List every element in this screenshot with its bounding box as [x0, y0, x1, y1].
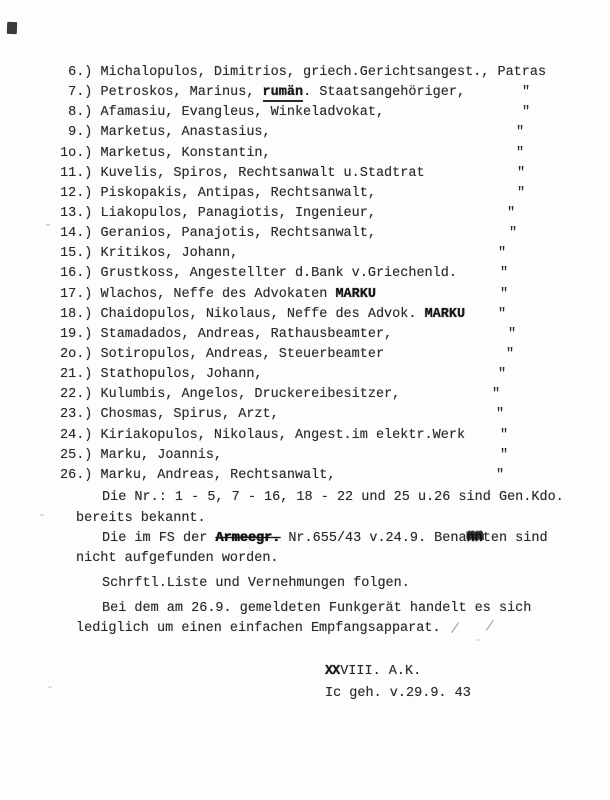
ditto-mark: "	[516, 125, 525, 141]
list-item-underlined-text: rumän	[262, 85, 304, 101]
list-item-text: 13.) Liakopulos, Panagiotis, Ingenieur,	[60, 205, 376, 221]
list-item-text: 8.) Afamasiu, Evangleus, Winkeladvokat,	[60, 105, 385, 121]
paragraph-schriftliche-liste: Schrftl.Liste und Vernehmungen folgen.	[102, 576, 410, 591]
handwritten-check-marks: / /	[448, 619, 504, 638]
list-item	[60, 224, 610, 244]
list-item-text: 7.) Petroskos, Marinus,	[60, 85, 263, 101]
list-item	[60, 244, 610, 264]
ditto-mark: "	[500, 286, 509, 302]
list-item-text: 14.) Geranios, Panajotis, Rechtsanwalt,	[60, 226, 376, 242]
list-item	[60, 144, 610, 164]
ditto-mark: "	[500, 427, 509, 443]
ditto-mark: "	[498, 306, 507, 322]
signature-date: Ic geh. v.29.9. 43	[325, 686, 471, 701]
ditto-mark: "	[517, 185, 526, 201]
ditto-mark: "	[516, 145, 525, 161]
paragraph-known-numbers-line1: Die Nr.: 1 - 5, 7 - 16, 18 - 22 und 25 u.26 sind Gen.Kdo.	[102, 490, 564, 505]
paragraph-text: ten sind	[482, 531, 548, 546]
signature-unit-overtyped: XX	[325, 664, 340, 679]
overtyped-word: Armeegr.	[215, 531, 281, 546]
signature-unit-text: VIII. A.K.	[340, 664, 422, 679]
scan-artifact-mark	[7, 22, 17, 34]
ditto-mark: "	[498, 246, 507, 262]
list-item-text: 9.) Marketus, Anastasius,	[60, 125, 271, 141]
ditto-mark: "	[500, 266, 509, 282]
list-item-text: 25.) Marku, Joannis,	[60, 447, 223, 463]
ditto-mark: "	[509, 226, 518, 242]
ditto-mark: "	[522, 85, 531, 101]
list-item	[60, 325, 610, 345]
list-item-text: 24.) Kiriakopulos, Nikolaus, Angest.im elektr.Werk	[60, 427, 466, 443]
ditto-mark: "	[507, 205, 516, 221]
list-item-text: 2o.) Sotiropulos, Andreas, Steuerbeamter	[60, 346, 385, 362]
ditto-mark: "	[522, 105, 531, 121]
list-item-text: 1o.) Marketus, Konstantin,	[60, 145, 271, 161]
list-item	[60, 103, 610, 123]
paragraph-funkgeraet-line2	[76, 618, 502, 639]
list-item	[60, 285, 610, 305]
paragraph-text: Nr.655/43 v.24.9. Bena	[280, 531, 467, 546]
list-item-text: 26.) Marku, Andreas, Rechtsanwalt,	[60, 467, 336, 483]
list-item-text: 6.) Michalopulos, Dimitrios, griech.Gerichtsangest., Patras	[60, 65, 547, 80]
list-item-text: 12.) Piskopakis, Antipas, Rechtsanwalt,	[60, 185, 376, 201]
list-item-text: 23.) Chosmas, Spirus, Arzt,	[60, 407, 279, 423]
list-item-text: 22.) Kulumbis, Angelos, Druckereibesitzer,	[60, 387, 401, 403]
list-item-text: 21.) Stathopulos, Johann,	[60, 367, 263, 383]
list-item	[60, 184, 610, 204]
signature-unit	[325, 661, 421, 682]
ditto-mark: "	[496, 407, 505, 423]
list-item	[60, 83, 610, 103]
list-item	[60, 123, 610, 143]
paragraph-known-numbers-line2: bereits bekannt.	[76, 511, 206, 526]
list-item-text: 11.) Kuvelis, Spiros, Rechtsanwalt u.Stadtrat	[60, 165, 425, 181]
list-item-text: 16.) Grustkoss, Angestellter d.Bank v.Griechenld.	[60, 266, 457, 282]
ditto-mark: "	[500, 447, 509, 463]
list-item	[60, 204, 610, 224]
list-item-text: 18.) Chaidopulos, Nikolaus, Neffe des Advok.	[60, 306, 425, 322]
ditto-mark: "	[508, 326, 517, 342]
list-item	[60, 426, 610, 446]
ditto-mark: "	[492, 387, 501, 403]
list-item-text: 19.) Stamadados, Andreas, Rathausbeamter,	[60, 326, 393, 342]
list-item	[60, 264, 610, 284]
scan-speckles	[46, 224, 50, 226]
list-item	[60, 446, 610, 466]
list-item	[60, 405, 610, 425]
list-item-text: 15.) Kritikos, Johann,	[60, 246, 239, 262]
paragraph-fs-armeegruppe-line1	[102, 528, 548, 549]
name-list	[60, 63, 610, 486]
ditto-mark: "	[517, 165, 526, 181]
ditto-mark: "	[496, 467, 505, 483]
list-item	[60, 365, 610, 385]
list-item	[60, 345, 610, 365]
paragraph-funkgeraet-line1: Bei dem am 26.9. gemeldeten Funkgerät handelt es sich	[102, 601, 532, 616]
paragraph-text: lediglich um einen einfachen Empfangsapparat.	[76, 621, 441, 636]
list-item-bold-text: MARKU	[424, 306, 466, 322]
paragraph-text: Die im FS der	[102, 531, 216, 546]
list-item	[60, 385, 610, 405]
list-item-text: 17.) Wlachos, Neffe des Advokaten	[60, 286, 336, 302]
list-item-text-tail: . Staatsangehöriger,	[303, 85, 466, 101]
list-item	[60, 63, 610, 83]
ditto-mark: "	[498, 367, 507, 383]
list-item	[60, 466, 610, 486]
list-item	[60, 164, 610, 184]
list-item-bold-text: MARKU	[335, 286, 376, 302]
ink-scribble-overtype: nn	[466, 531, 483, 546]
paragraph-fs-armeegruppe-line2: nicht aufgefunden worden.	[76, 551, 279, 566]
list-item	[60, 305, 610, 325]
ditto-mark: "	[506, 346, 515, 362]
